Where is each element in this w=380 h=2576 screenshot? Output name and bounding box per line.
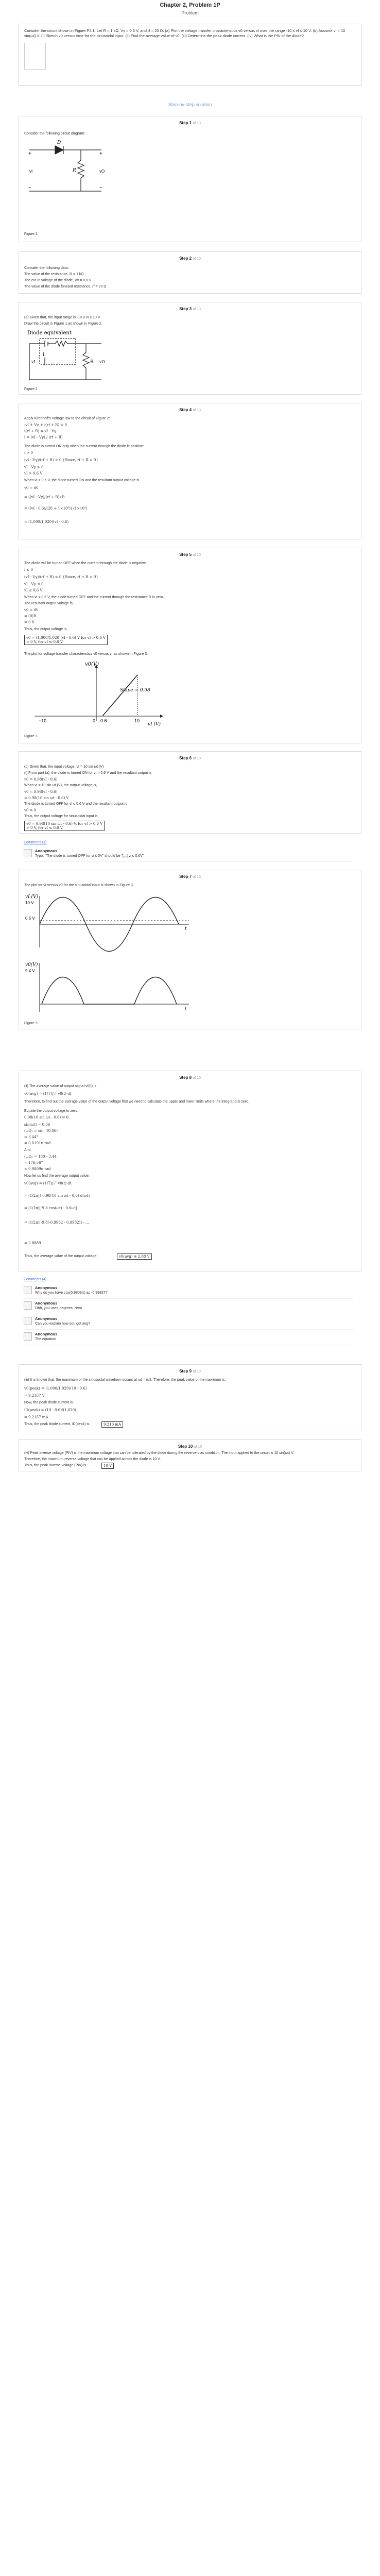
comment-text: Ohh, you used degrees. Nvm [35,1307,82,1310]
equation: iD(peak) = (10 - 0.6)/(1,020) [24,1408,76,1412]
avatar [24,1301,32,1310]
problem-box [19,24,361,86]
step-text: Consider the following data: [24,266,69,270]
x-tick: 10 [134,718,140,723]
comments-toggle-link[interactable]: Comments (1) [24,841,47,844]
equation: v0(avg) = (1/T)∫₀ᵀ v0(t) dt [24,1181,72,1185]
equation: = (1/2π)[-9.8 cos(ωt) - 0.6ωt] [24,1206,77,1210]
step-10 [19,1439,361,1471]
avatar [24,1332,32,1341]
step-text: Apply Kirchhoff's Voltage law to the circuit of Figure 2: [24,417,110,420]
equation: vI - Vγ > 0 [24,465,44,469]
step-header: Step 6 of 10 [179,756,201,760]
step-text: The value of the resistance, R = 1 kΩ [24,273,84,276]
equation: i = (vI - Vγ) / (rf + R) [24,435,63,439]
step-8 [19,1071,361,1272]
step-text: (ii) The average value of output signal v0(t) is [24,1084,96,1088]
comment-text: The equation [35,1337,56,1341]
equation: sin(ωt) = 0.06 [24,1123,50,1127]
vo-label: vO [99,169,105,174]
svg-text:−: − [99,185,102,191]
step-text: Consider the following circuit diagram: [24,132,85,135]
y-axis-label: v0(V) [85,662,99,667]
step-text: (b) Given that, the input voltage, vI = 10 sin ωt (V) [24,765,104,769]
figure-caption: Figure 1 [24,232,38,236]
step-header: Step 5 of 10 [179,552,201,557]
circuit-diagram [24,140,127,201]
equation: vI ≤ 0.6 V [24,588,43,592]
comments-section [19,1278,361,1345]
step-text: Thus, the output voltage for sinusoidal input is, [24,815,99,818]
step-text: The cut-in voltage of the diode, Vγ = 0.6 V [24,279,92,282]
comment [24,1300,353,1314]
step-4 [19,403,361,539]
solution-divider: Step-by-step solution [168,102,212,107]
step-text: Equate the output voltage to zero. [24,1109,79,1113]
comment [24,1285,353,1299]
svg-text:vO: vO [99,360,106,364]
equation: = (1/2π)[-9.8(-0.9982 - 0.9982)] - ... [24,1221,89,1225]
equation: (vI - Vγ)/(rf + R) > 0 {Since, rf + R > 0} [24,458,98,462]
step-header: Step 8 of 10 [179,1075,201,1080]
time-label: t [185,1007,187,1012]
step-6 [19,751,361,834]
equation: = (1/2π)∫ 0.98(10 sin ωt - 0.6) d(ωt) [24,1194,90,1198]
step-text: The diode is turned OFF for vI ≤ 0.6 V and the resultant output is [24,802,127,806]
step-header: Step 9 of 10 [179,1369,201,1374]
step-text: Thus, the average value of the output voltage, [24,1255,98,1258]
step-9 [19,1364,361,1431]
step-text: (iii) It is known that, the maximum of the sinusoidal waveform occurs at ωt = π/2. Therefore, the peak value of the maximum is, [24,1378,226,1382]
step-5 [19,548,361,743]
step-header: Step 10 of 10 [178,1444,202,1449]
time-label: t [185,926,187,931]
svg-text:+: + [99,151,102,157]
comment [24,1331,353,1345]
equation: vI - Vγ ≤ 0 [24,582,44,586]
comment-author: Anonymous [35,1316,58,1321]
equation: -vI + Vγ + i(rf + R) = 0 [24,423,67,427]
comment-text: Why do you have cos(0.9809π) as -0.99827? [35,1291,108,1295]
figure-caption: Figure 3 [24,1022,38,1025]
equation: (vI - Vγ)/(rf + R) ≤ 0 {Since, rf + R > 0} [24,575,98,579]
step-text: Draw the circuit in Figure 1 as shown in Figure 2. [24,322,102,326]
step-header: Step 4 of 10 [179,408,201,412]
equation: = 3.44° [24,1135,39,1139]
problem-text: Consider the circuit shown in Figure P2.1. Let R = 1 kΩ, Vγ = 0.6 V, and rf = 20 Ω. (a) Plot the voltage transfer characteristics v0 versus vI over the range -10 ≤ vI ≤ 10 V. (b) Assume vI = 10 sin(ωt) V. (i) Sketch v0 versus time for the sinusoidal input. (ii) Find the average value of v0. (iii) Determine the peak diode current. (iv) What is the PIV of the diode? [24,28,346,38]
step-text: Now let us find the average output value. [24,1174,90,1178]
answer-box: 9.216 mA [101,1421,123,1428]
comment-author: Anonymous [35,1332,58,1336]
svg-text:i: i [43,352,44,358]
resistor-label: R [73,168,76,173]
step-header: Step 3 of 10 [179,307,201,311]
x-tick: 0.6 [100,718,107,723]
plot-label: vI (V) [25,894,39,900]
step-7 [19,870,361,1029]
step-text: Thus, the output voltage is, [24,628,68,631]
plot-label: 10 V [25,901,34,905]
equation: i(rf + R) = vI - Vγ [24,429,57,433]
equation: = 176.56° [24,1161,43,1165]
step-header: Step 1 of 10 [179,121,201,125]
equation: = 0.9809π rad [24,1167,51,1171]
step-text: The plot for voltage transfer characteristics v0 versus vI as shown in Figure 3: [24,652,148,656]
equation: (ωt)₁ = sin⁻¹(0.06) [24,1129,58,1133]
x-tick: −10 [39,718,47,723]
transfer-characteristic-plot [24,659,179,732]
equation: v0(peak) = (1,000/1,020)(10 - 0.6) [24,1386,87,1391]
equation: = 0.0191π rad [24,1141,51,1145]
equation: v0 = 0 [24,808,37,812]
answer-box: v0(avg) ≅ 2.88 V [117,1253,152,1260]
equation: = (1,000/1,020)(vI - 0.6) [24,520,69,524]
avatar [24,1317,32,1325]
equation: = 0.98(10 sin ωt - 0.6) V [24,796,69,800]
equation: = (0)R [24,614,37,618]
avatar [24,849,32,857]
svg-text:+: + [28,151,31,157]
comment-text: Typo: "The diode is turned OFF for vi ≤ 0V" should be "[...] vi ≤ 0.6V" [35,854,144,858]
plot-label: 0.6 V [25,916,35,921]
diode-equivalent-diagram [24,329,127,386]
answer-input[interactable] [24,43,46,70]
waveform-plot [24,891,194,1020]
answer-box: v0 = (1,000/1,020)(vI - 0.6) V for vI > 0.6 V = 0 V, for vI ≤ 0.6 V [24,635,108,645]
step-text: (i) From part (a), the diode is turned ON for vI > 0.6 V and the resultant output is [24,771,152,775]
slope-label: Slope = 0.98 [120,688,150,693]
step-text: Thus, the peak diode current, iD(peak) is [24,1422,90,1426]
step-text: Now, the peak diode current is [24,1401,73,1404]
step-2 [19,251,361,294]
svg-text:R: R [90,360,94,365]
figure-caption: Figure 2 [24,387,38,391]
equation: (ωt)₂ = 180 - 3.44 [24,1155,57,1159]
comment-text: Can you explain how you got avg? [35,1322,91,1326]
vi-label: vI [29,169,33,174]
step-text: Therefore, to find out the average value of the output voltage first we need to calculate the upper and lower limits where the integrand is zero. [24,1100,249,1104]
page-title: Chapter 2, Problem 1P [160,2,220,8]
x-tick: 0 [93,718,96,723]
x-axis-label: vI (V) [148,722,161,727]
step-text: Thus, the peak inverse voltage (PIV) is [24,1464,87,1467]
step-text: When vI = 10 sin ωt (V), the output voltage is, [24,784,97,787]
answer-box: v0 = 0.98(10 sin ωt - 0.6) V, for vI > 0.6 V = 0 V, for vI ≤ 0.6 V [24,821,105,831]
equation: = 9.2157 mA [24,1415,48,1419]
equation: v0 = iR [24,608,38,612]
answer-box: 10 V [101,1463,114,1469]
step-3 [19,302,361,395]
comment-author: Anonymous [35,849,58,853]
step-header: Step 7 of 10 [179,874,201,879]
step-header: Step 2 of 10 [179,256,201,261]
svg-text:−: − [28,185,31,191]
equation: = 9.2157 V [24,1394,45,1398]
step-text: (iv) Peak inverse voltage (PIV) is the maximum voltage that can be tolerated by the diode during the reverse-bias condition. The input applied to the circuit is 10 sin(ωt) V. [24,1451,295,1455]
step-text: The resultant output voltage is, [24,602,74,605]
equation: = 2.8889 [24,1241,41,1245]
equation: v0(avg) = (1/T)∫₀ᵀ v0(t) dt [24,1092,72,1096]
step-text: The plot for vI versus v0 for the sinusoidal input is shown in Figure 3. [24,884,134,887]
comment [24,848,353,862]
comment-author: Anonymous [35,1285,58,1290]
step-text: The diode will be turned OFF when the current through the diode is negative. [24,562,147,565]
header [0,0,380,15]
section-subtitle: Problem [181,10,199,15]
plot-label: 9.4 V [25,969,35,973]
diode-label: D [57,140,61,145]
comment [24,1316,353,1330]
step-text: And, [24,1148,32,1152]
equation: = 0 V [24,620,34,624]
svg-text:vI: vI [31,360,36,364]
figure-caption: Figure 3 [24,735,38,738]
step-text: The diode is turned ON only when the current through the diode is positive: [24,445,144,448]
step-text: (a) Given that, the input range is -10 ≤ vI ≤ 10 V. [24,316,101,319]
equation: = ((vI - Vγ)/(rf + R)) R [24,495,65,499]
diagram-caption: Diode equivalent [27,330,72,336]
equation: i ≤ 0 [24,568,33,572]
avatar [24,1286,32,1294]
equation: vI > 0.6 V [24,471,43,476]
equation: v0 = iR [24,486,38,490]
step-text: When vI ≤ 0.6 V, the diode turned OFF and the current through the resistance R is zero. [24,596,164,599]
step-text: The value of the diode forward resistance, rf = 20 Ω [24,285,107,289]
step-1 [19,116,361,242]
comments-section [19,841,361,867]
plot-label: v0(V) [25,962,38,968]
equation: v0 = 0.98(vI - 0.6) [24,790,58,794]
equation: = ((vI - 0.6)/(20 + 1×10³)) (1×10³) [24,506,88,511]
equation: i > 0 [24,451,33,455]
equation: v0 = 0.98(vI - 0.6) [24,777,58,782]
comments-toggle-link[interactable]: Comments (4) [24,1278,47,1281]
step-text: Therefore, the maximum reverse voltage that can be applied across the diode is 10 V. [24,1458,161,1461]
comment-author: Anonymous [35,1301,58,1306]
equation: 0.98(10 sin ωt - 0.6) = 0 [24,1115,68,1120]
step-text: When vI > 0.6 V, the diode turned ON and the resultant output voltage is [24,479,140,482]
